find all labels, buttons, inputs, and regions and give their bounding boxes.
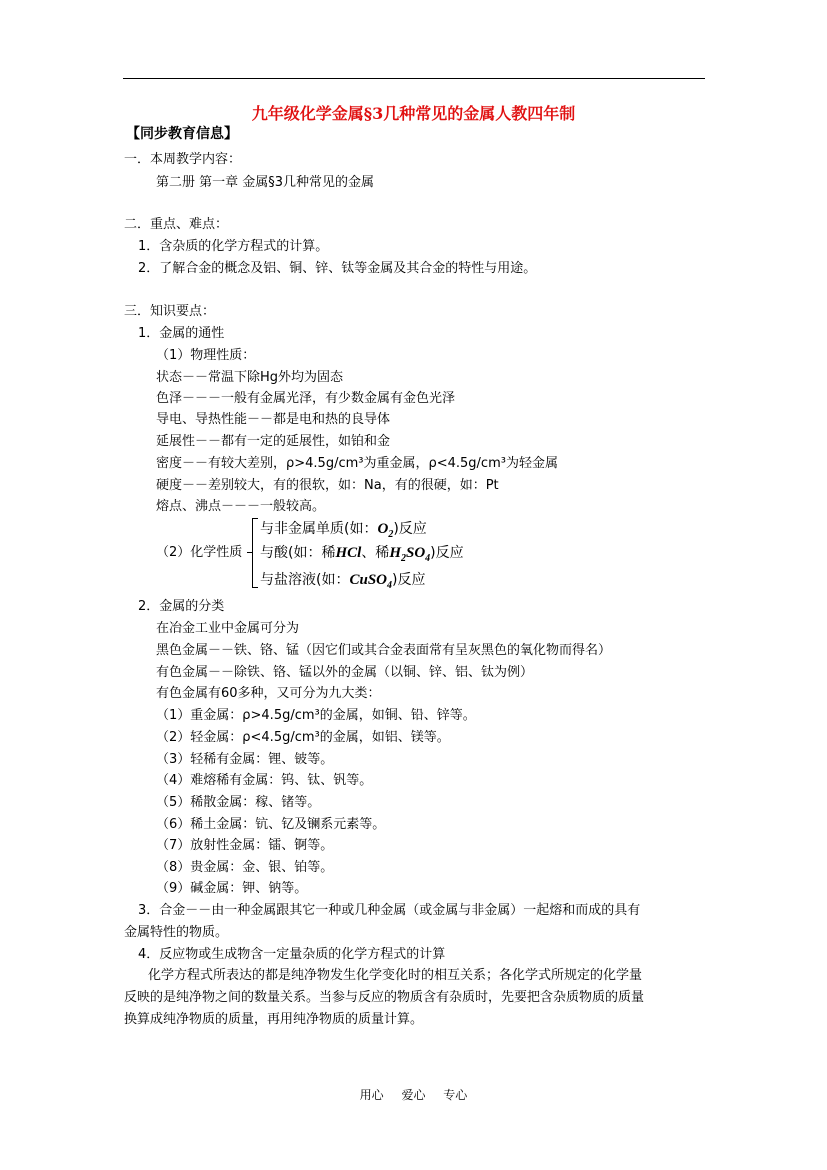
point-2-heading: 2．金属的分类 [138,599,225,614]
document-title: 九年级化学金属§3几种常见的金属人教四年制 [251,104,576,123]
list-item: 状态－－常温下除Hg外均为固态 [156,370,344,385]
header-rule [123,78,705,79]
paragraph-line: 换算成纯净物质的质量，再用纯净物质的质量计算。 [124,1012,424,1027]
paragraph-line: 化学方程式所表达的都是纯净物发生化学变化时的相互关系；各化学式所规定的化学量 [148,968,643,983]
reaction-acid: 与酸(如：稀HCl、稀$H_2SO_4$)反应 [260,545,464,564]
list-item: （6）稀土金属：钪、钇及镧系元素等。 [156,817,386,832]
page-footer: 用心 爱心 专心 [359,1088,468,1102]
list-item: 熔点、沸点－－－一般较高。 [156,499,326,514]
list-item: 1．含杂质的化学方程式的计算。 [138,239,329,254]
list-item: 密度－－有较大差别，ρ>4.5g/cm³为重金属，ρ<4.5g/cm³为轻金属 [156,456,558,471]
list-item: 黑色金属－－铁、铬、锰（因它们或其合金表面常有呈灰黑色的氧化物而得名） [156,643,612,658]
list-item: （2）轻金属：ρ<4.5g/cm³的金属，如铝、镁等。 [156,730,450,745]
point-1-heading: 1．金属的通性 [138,326,225,341]
list-item: 有色金属－－除铁、铬、锰以外的金属（以铜、锌、铝、钛为例） [156,665,534,680]
list-item: 色泽－－－一般有金属光泽，有少数金属有金色光泽 [156,391,456,406]
brace-tip [247,552,253,553]
list-item: 2．了解合金的概念及铝、铜、锌、钛等金属及其合金的特性与用途。 [138,261,537,276]
list-item: 有色金属有60多种，又可分为九大类： [156,686,381,701]
physical-properties-heading: （1）物理性质： [156,348,256,363]
list-item: （3）轻稀有金属：锂、铍等。 [156,752,334,767]
reaction-salt: 与盐溶液(如：CuSO$_4$)反应 [260,572,426,591]
point-4-heading: 4．反应物或生成物含一定量杂质的化学方程式的计算 [138,947,446,962]
list-item: （7）放射性金属：镭、锕等。 [156,838,334,853]
list-item: （8）贵金属：金、银、铂等。 [156,860,334,875]
list-item: （4）难熔稀有金属：钨、钛、钒等。 [156,773,373,788]
point-3-line-2: 金属特性的物质。 [124,925,229,940]
section-1-content: 第二册 第一章 金属§3几种常见的金属 [156,175,375,190]
list-item: 硬度－－差别较大，有的很软，如：Na，有的很硬，如：Pt [156,478,499,493]
list-item: （5）稀散金属：稼、锗等。 [156,795,321,810]
section-header: 【同步教育信息】 [126,126,238,142]
list-item: 延展性－－都有一定的延展性，如铂和金 [156,434,391,449]
chemical-properties-heading: （2）化学性质 [156,545,243,560]
brace [252,518,259,588]
section-2-heading: 二．重点、难点： [124,217,229,232]
point-3-line-1: 3．合金－－由一种金属跟其它一种或几种金属（或金属与非金属）一起熔和而成的具有 [138,903,641,918]
list-item: 导电、导热性能－－都是电和热的良导体 [156,412,391,427]
section-1-heading: 一．本周教学内容： [124,152,242,167]
reaction-nonmetal: 与非金属单质(如：$O_2$)反应 [260,521,427,540]
paragraph-line: 反映的是纯净物之间的数量关系。当参与反应的物质含有杂质时，先要把含杂质物质的质量 [124,990,645,1005]
list-item: （9）碱金属：钾、钠等。 [156,881,308,896]
section-3-heading: 三．知识要点： [124,304,216,319]
list-item: （1）重金属：ρ>4.5g/cm³的金属，如铜、铅、锌等。 [156,708,476,723]
list-item: 在冶金工业中金属可分为 [156,621,300,636]
